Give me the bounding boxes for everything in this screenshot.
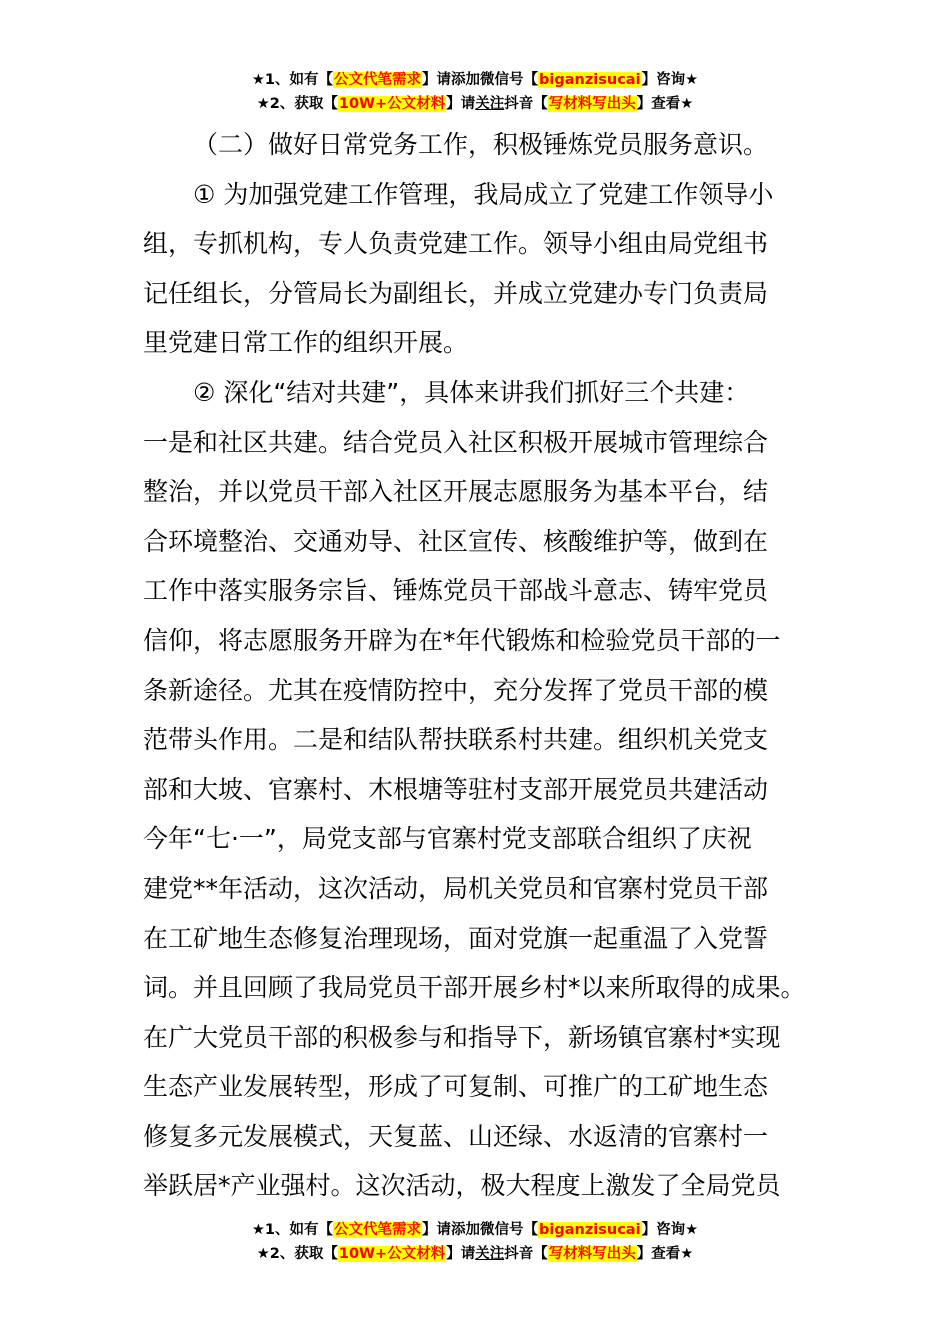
banner-text: 】请 [446,1246,476,1262]
banner-text: 】请添加微信号【 [422,1222,539,1238]
paragraph-line: 组，专抓机构，专人负责党建工作。领导小组由局党组书 [143,229,769,259]
banner-text: ★1、如有【 [251,72,334,88]
paragraph-line: 在广大党员干部的积极参与和指导下，新场镇官寨村*实现 [143,1022,781,1052]
banner-text: ★2、获取【 [256,96,338,112]
paragraph-line: 里党建日常工作的组织开展。 [143,328,469,358]
wechat-id-highlight: biganzisucai [539,1222,641,1238]
paragraph-line: 部和大坡、官寨村、木根塘等驻村支部开展党员共建活动 [143,774,769,804]
paragraph-line: 举跃居*产业强村。这次活动，极大程度上激发了全局党员 [143,1171,781,1201]
wechat-id-highlight: biganzisucai [539,72,641,88]
banner-highlight: 10W+公文材料 [338,96,446,112]
paragraph-line: 在工矿地生态修复治理现场，面对党旗一起重温了入党誓 [143,923,769,953]
banner-highlight: 公文代笔需求 [334,72,422,88]
document-body [143,120,823,1211]
paragraph-line: 工作中落实服务宗旨、锤炼党员干部战斗意志、铸牢党员 [143,576,769,606]
banner-highlight: 公文代笔需求 [334,1222,422,1238]
paragraph-line: 信仰，将志愿服务开辟为在*年代锻炼和检验党员干部的一 [143,625,781,655]
paragraph-line: 建党**年活动，这次活动，局机关党员和官寨村党员干部 [143,873,769,903]
paragraph-line: 今年“七·一”，局党支部与官寨村党支部联合组织了庆祝 [143,824,752,854]
banner-text: 】请 [446,96,476,112]
douyin-highlight: 写材料写出头 [548,96,636,112]
paragraph-line: 修复多元发展模式，天复蓝、山还绿、水返清的官寨村一 [143,1121,769,1151]
banner-line-1 [0,68,950,92]
banner-underline-text: 关注 [475,1246,505,1262]
banner-highlight: 10W+公文材料 [338,1246,446,1262]
paragraph-line: ② 深化“结对共建”，具体来讲我们抓好三个共建： [193,377,750,407]
banner-line-2 [0,1242,950,1266]
paragraph-line: 范带头作用。二是和结队帮扶联系村共建。组织机关党支 [143,725,769,755]
bottom-banner [0,1218,950,1266]
banner-underline-text: 关注 [475,96,505,112]
banner-text: 】查看★ [636,96,694,112]
banner-text: 抖音【 [504,96,548,112]
banner-text: ★1、如有【 [251,1222,334,1238]
paragraph-line: 生态产业发展转型，形成了可复制、可推广的工矿地生态 [143,1072,769,1102]
banner-text: ★2、获取【 [256,1246,338,1262]
banner-text: 】请添加微信号【 [422,72,539,88]
paragraph-line: 合环境整治、交通劝导、社区宣传、核酸维护等，做到在 [143,526,769,556]
douyin-highlight: 写材料写出头 [548,1246,636,1262]
banner-line-2 [0,92,950,116]
top-banner [0,68,950,116]
paragraph-line: 一是和社区共建。结合党员入社区积极开展城市管理综合 [143,427,769,457]
paragraph-line: 条新途径。尤其在疫情防控中，充分发挥了党员干部的模 [143,675,769,705]
banner-text: 】咨询★ [641,72,699,88]
banner-text: 】查看★ [636,1246,694,1262]
paragraph-line: ① 为加强党建工作管理，我局成立了党建工作领导小 [193,179,774,209]
banner-text: 抖音【 [504,1246,548,1262]
banner-line-1 [0,1218,950,1242]
section-heading: （二）做好日常党务工作，积极锤炼党员服务意识。 [193,130,769,159]
paragraph-line: 整治，并以党员干部入社区开展志愿服务为基本平台，结 [143,477,769,507]
paragraph-line: 记任组长，分管局长为副组长，并成立党建办专门负责局 [143,278,769,308]
banner-text: 】咨询★ [641,1222,699,1238]
paragraph-line: 词。并且回顾了我局党员干部开展乡村*以来所取得的成果。 [143,973,806,1003]
